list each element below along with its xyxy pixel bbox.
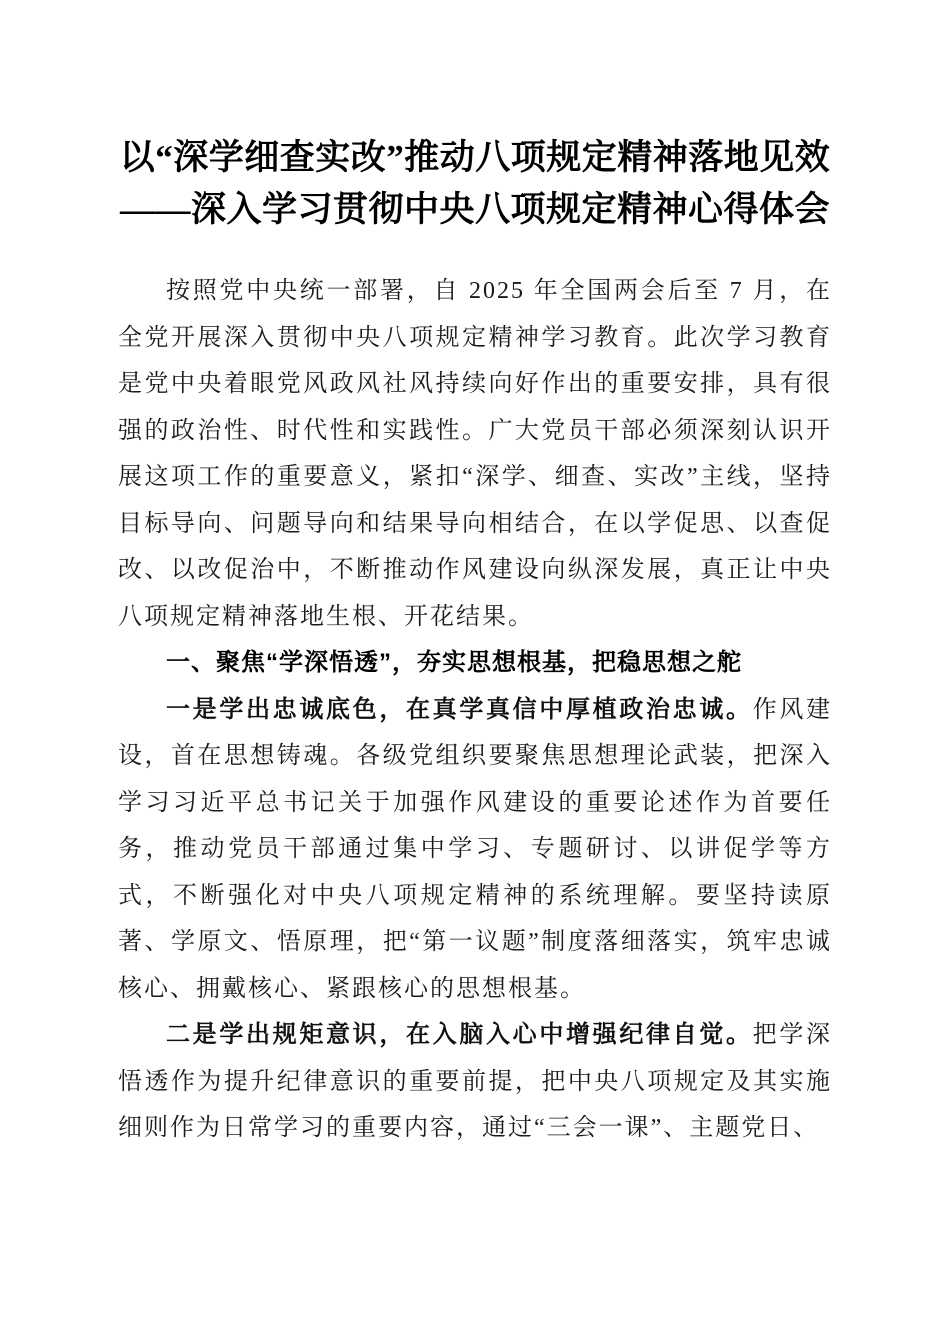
body-paragraph: 一是学出忠诚底色，在真学真信中厚植政治忠诚。作风建设，首在思想铸魂。各级党组织要聚焦思想理论武装，把深入学习习近平总书记关于加强作风建设的重要论述作为首要任务，推动党员干部通过集中学习、专题研讨、以讲促学等方式，不断强化对中央八项规定精神的系统理解。要坚持读原著、学原文、悟原理，把“第一议题”制度落细落实，筑牢忠诚核心、拥戴核心、紧跟核心的思想根基。: [118, 696, 833, 1002]
paragraph-lead-sentence: 一是学出忠诚底色，在真学真信中厚植政治忠诚。: [166, 696, 753, 723]
body-paragraph: 按照党中央统一部署，自 2025 年全国两会后至 7 月，在全党开展深入贯彻中央八项规定精神学习教育。此次学习教育是党中央着眼党风政风社风持续向好作出的重要安排，具有很强的政治性、时代性和实践性。广大党员干部必须深刻认识开展这项工作的重要意义，紧扣“深学、细查、实改”主线，坚持目标导向、问题导向和结果导向相结合，在以学促思、以查促改、以改促治中，不断推动作风建设向纵深发展，真正让中央八项规定精神落地生根、开花结果。: [118, 278, 832, 630]
body-paragraph: 二是学出规矩意识，在入脑入心中增强纪律自觉。把学深悟透作为提升纪律意识的重要前提，把中央八项规定及其实施细则作为日常学习的重要内容，通过“三会一课”、主题党日、: [118, 1022, 833, 1141]
document-body: [118, 268, 832, 1152]
section-heading: 一、聚焦“学深悟透”，夯实思想根基，把稳思想之舵: [166, 649, 742, 676]
paragraph-lead-sentence: 二是学出规矩意识，在入脑入心中增强纪律自觉。: [166, 1022, 753, 1048]
document-title: 以“深学细查实改”推动八项规定精神落地见效——深入学习贯彻中央八项规定精神心得体会: [119, 138, 831, 229]
